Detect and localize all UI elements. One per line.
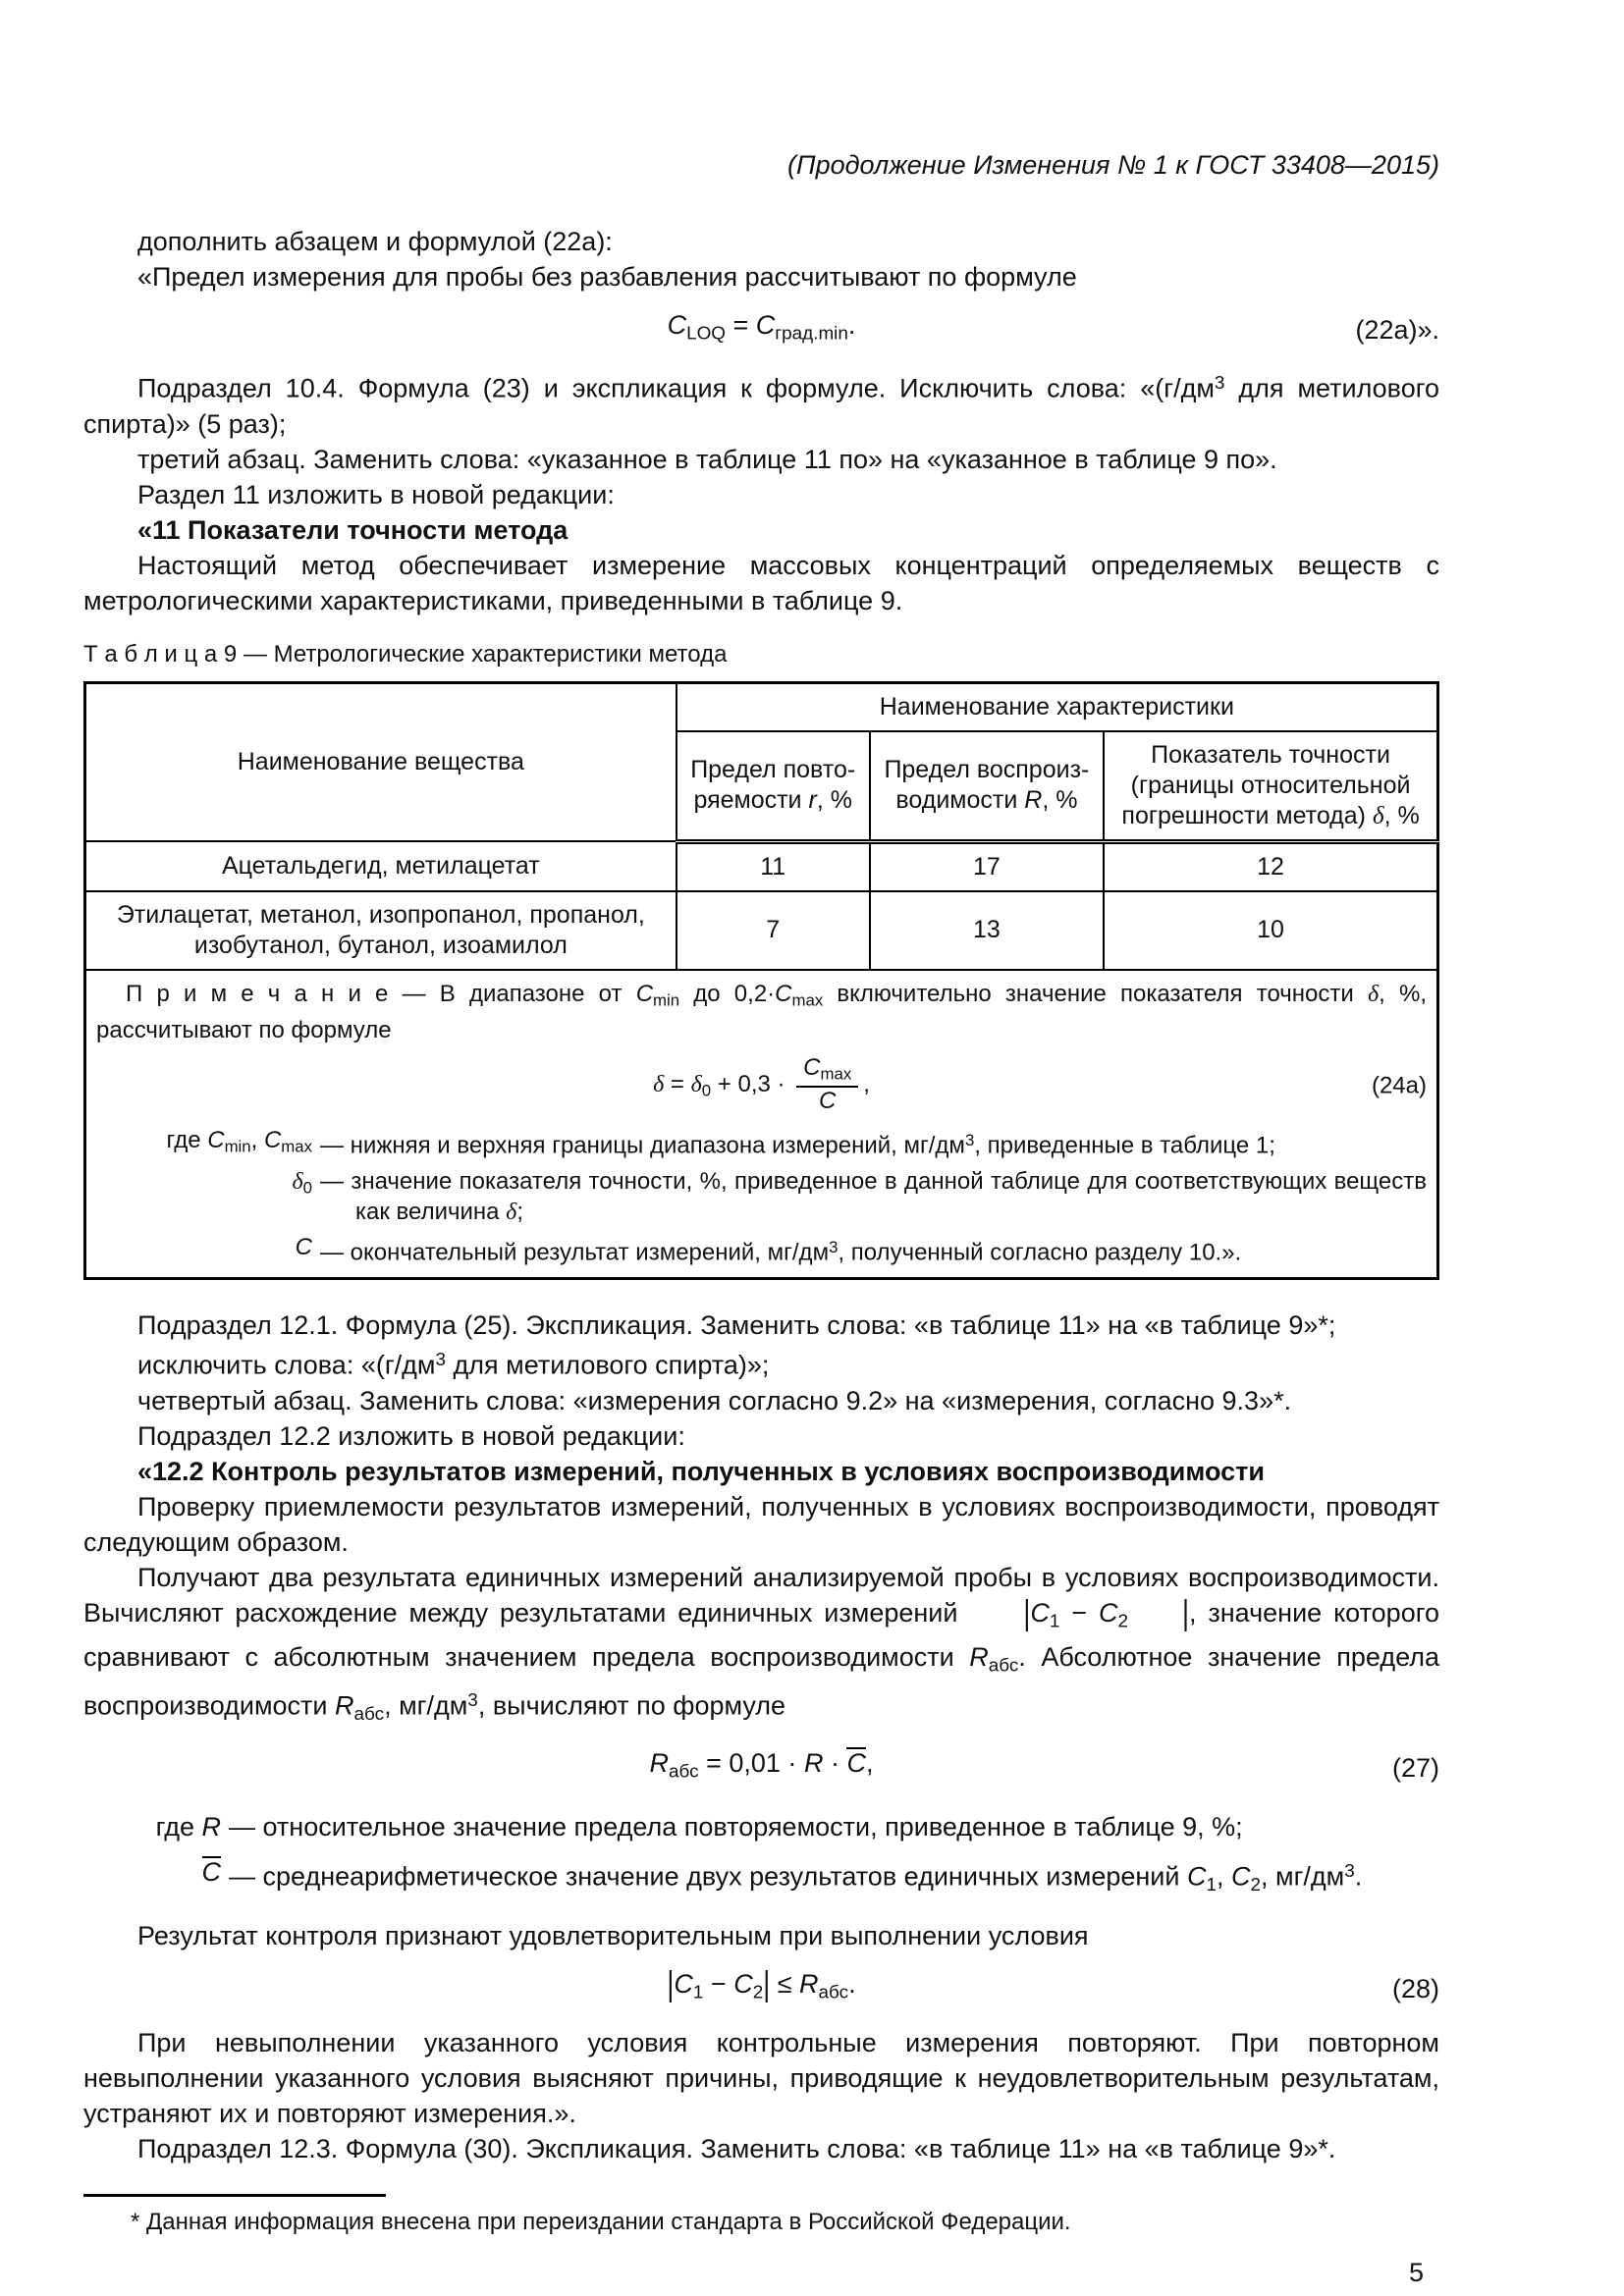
explication-desc — [320, 1123, 1427, 1164]
text-run: δ — [506, 1199, 517, 1225]
superscript: 3 — [829, 1237, 839, 1256]
text-run: = — [725, 310, 756, 340]
text-run: — относительное значение предела повторяемости, приведенное в таблице 9, %; — [229, 1812, 1243, 1842]
subscript: абс — [353, 1703, 385, 1725]
paragraph-p3 — [83, 366, 1439, 442]
explication-term — [96, 1230, 320, 1270]
text-run: C — [667, 310, 687, 340]
paragraph-p16 — [83, 2025, 1439, 2131]
text-run: , % — [1383, 801, 1420, 829]
superscript: 3 — [1344, 1861, 1355, 1883]
text-run: δ — [690, 1072, 702, 1098]
paragraph-p1 — [83, 224, 1439, 259]
text-run: Получают два результата единичных измерений анализируемой пробы в условиях воспроизводимости. Вычисляют расхождение между результатами единичных измерений — [83, 1562, 1439, 1628]
text-run: − — [703, 1969, 734, 2000]
table-note-text — [96, 979, 1427, 1046]
paragraph-p15 — [83, 1918, 1439, 1953]
text-run: | — [1023, 1593, 1031, 1632]
cell-substance: Ацетальдегид, метилацетат — [85, 841, 677, 891]
text-run: четвертый абзац. Заменить слова: «измерения согласно 9.2» на «измерения, согласно 9.3»*. — [137, 1385, 1292, 1415]
header-col-repeatability — [677, 731, 870, 842]
text-run: ; — [516, 1198, 523, 1225]
text-run: , вычисляют по формуле — [477, 1690, 786, 1721]
paragraph-p8 — [83, 1308, 1439, 1343]
text-run: «11 Показатели точности метода — [137, 514, 568, 545]
text-run: Результат контроля признают удовлетворительным при выполнении условия — [137, 1921, 1089, 1951]
text-run: Проверку приемлемости результатов измерений, полученных в условиях воспроизводимости, проводят следующим образом. — [83, 1491, 1439, 1557]
text-run: , % — [1042, 786, 1078, 815]
subscript: 1 — [1206, 1875, 1217, 1896]
superscript: 3 — [1214, 373, 1225, 395]
table-caption: Т а б л и ц а 9 — Метрологические характеристики метода — [83, 640, 728, 667]
text-run: , %, рассчитывают по формуле — [96, 980, 1428, 1044]
text-run: R — [201, 1812, 221, 1842]
text-run: «Предел измерения для пробы без разбавления рассчитывают по формуле — [137, 262, 1077, 292]
formula-number: (27) — [1391, 1752, 1439, 1783]
text-run: , — [863, 1071, 870, 1098]
subscript: min — [653, 990, 680, 1010]
cell-delta-value: 12 — [1104, 841, 1437, 891]
formula-explication — [83, 1804, 1439, 1908]
text-run: , мг/дм — [384, 1690, 468, 1721]
subscript: абс — [818, 1982, 849, 2003]
subscript: LOQ — [686, 323, 726, 345]
explication-desc — [229, 1804, 1439, 1849]
cell-delta-value: 10 — [1104, 891, 1437, 970]
text-run: где — [155, 1812, 202, 1842]
subscript: град.min — [775, 323, 848, 345]
text-run: C — [1186, 1861, 1207, 1892]
text-run: C — [207, 1126, 225, 1153]
text-run: C — [635, 980, 654, 1007]
section-heading-11 — [83, 512, 1439, 548]
formula-28 — [83, 1966, 1439, 2010]
subscript: max — [820, 1065, 852, 1085]
paragraph-p11 — [83, 1418, 1439, 1454]
text-run: | — [763, 1964, 771, 2003]
section-heading-12-2 — [83, 1454, 1439, 1489]
superscript: 3 — [435, 1350, 447, 1371]
paragraph-p13 — [83, 1489, 1439, 1560]
table-row — [85, 891, 1438, 970]
explication-desc — [320, 1230, 1427, 1270]
explication-term — [96, 1164, 320, 1230]
text-run: δ — [653, 1072, 665, 1098]
text-run: δ — [292, 1168, 303, 1195]
text-run: R — [969, 1641, 989, 1672]
cell-R-value: 17 — [870, 841, 1104, 891]
text-run: — значение показателя точности, %, приведенное в данной таблице для соответствующих веществ как величина — [320, 1167, 1427, 1225]
text-run: δ — [1367, 981, 1380, 1007]
text-run: «12.2 Контроль результатов измерений, полученных в условиях воспроизводимости — [137, 1456, 1265, 1486]
formula-expression — [667, 310, 856, 345]
text-run: = 0,01 · — [698, 1747, 804, 1778]
text-run: включительно значение показателя точности — [823, 980, 1368, 1007]
metrology-table — [83, 681, 1439, 1280]
subscript: 2 — [1117, 1610, 1128, 1631]
paragraph-p2 — [83, 259, 1439, 294]
spacer — [83, 1280, 1439, 1308]
table-note-row — [85, 970, 1438, 1279]
text-run: R — [803, 1747, 824, 1778]
cell-substance: Этилацетат, метанол, изопропанол, пропанол, изобутанол, бутанол, изоамилол — [85, 891, 677, 970]
subscript: абс — [988, 1655, 1019, 1677]
text-run: Предел воспроиз-водимости — [884, 756, 1090, 815]
explication-desc — [229, 1849, 1439, 1908]
formula-lead — [653, 1071, 792, 1100]
formula-number: (28) — [1391, 1973, 1439, 2003]
text-run: до 0,2· — [679, 980, 776, 1007]
text-run: R — [335, 1690, 354, 1721]
text-run: + 0,3 · — [711, 1071, 792, 1098]
fraction — [796, 1055, 858, 1114]
subscript: 0 — [302, 1178, 312, 1198]
explication-term — [83, 1849, 229, 1908]
footnote-rule — [83, 2194, 386, 2197]
text-run: C — [201, 1857, 221, 1888]
text-run: . — [1354, 1861, 1363, 1892]
subscript: абс — [669, 1761, 699, 1783]
formula-24a — [96, 1055, 1427, 1114]
subscript: 1 — [1049, 1610, 1060, 1631]
text-run: R — [649, 1747, 670, 1778]
text-run: , значение которого сравнивают с абсолютным значением предела воспроизводимости — [83, 1597, 1439, 1672]
text-run: исключить слова: «(г/дм — [137, 1350, 436, 1380]
subscript: 2 — [1250, 1875, 1262, 1896]
text-run: = — [664, 1071, 691, 1098]
table-row — [85, 841, 1438, 891]
text-run: C — [1098, 1597, 1118, 1628]
text-run: Подраздел 12.3. Формула (30). Экспликация. Заменить слова: «в таблице 11» на «в таблице 9»*. — [137, 2134, 1336, 2164]
text-run: · — [823, 1747, 847, 1778]
text-run: дополнить абзацем и формулой (22а): — [137, 227, 613, 256]
text-run: ≤ — [770, 1969, 800, 2000]
table-header-group-row — [85, 682, 1438, 731]
text-run: Подраздел 10.4. Формула (23) и экспликация к формуле. Исключить слова: «(г/дм — [137, 373, 1215, 403]
subscript: min — [224, 1137, 251, 1156]
text-run: C — [674, 1969, 693, 2000]
text-run: для метилового спирта)»; — [446, 1350, 770, 1380]
formula-explication — [96, 1123, 1427, 1269]
formula-number: (24а) — [1371, 1072, 1427, 1099]
text-run: C — [775, 980, 792, 1007]
cell-r-value: 7 — [677, 891, 870, 970]
text-run: для метилового спирта)» (5 раз); — [83, 373, 1439, 439]
formula-tail — [863, 1071, 870, 1097]
explication-term — [96, 1123, 320, 1164]
formula-22a — [83, 307, 1439, 351]
footnote-text: * Данная информация внесена при переиздании стандарта в Российской Федерации. — [131, 2209, 1071, 2236]
text-run: | — [667, 1964, 675, 2003]
formula-number: (22а)». — [1355, 314, 1439, 345]
text-run: C — [1030, 1597, 1050, 1628]
formula-expression — [667, 1964, 856, 2003]
text-run: , приведенные в таблице 1; — [974, 1132, 1275, 1159]
paragraph-p17 — [83, 2131, 1439, 2166]
paragraph-p5 — [83, 477, 1439, 512]
header-substance: Наименование вещества — [85, 682, 677, 841]
paragraph-p7 — [83, 548, 1439, 618]
text-run: Предел повто-ряемости — [690, 756, 856, 815]
paragraph-p4 — [83, 442, 1439, 477]
text-run: C — [803, 1054, 821, 1082]
text-run: , — [1216, 1861, 1231, 1892]
formula-expression — [653, 1054, 870, 1114]
text-run: C — [755, 310, 776, 340]
text-run: Настоящий метод обеспечивает измерение массовых концентраций определяемых веществ с метрологическими характеристиками, приведенными в таблице 9. — [83, 550, 1439, 615]
paragraph-p9 — [83, 1343, 1439, 1383]
fraction-denominator — [819, 1088, 836, 1115]
text-run: C — [846, 1747, 866, 1778]
superscript: 3 — [964, 1130, 975, 1149]
explication-desc — [320, 1164, 1427, 1230]
text-run: C — [819, 1088, 837, 1114]
page-number: 5 — [1408, 2258, 1424, 2288]
text-run: Подраздел 12.2 изложить в новой редакции: — [137, 1420, 685, 1451]
text-run: . — [848, 1969, 856, 2000]
text-run: — окончательный результат измерений, мг/дм — [320, 1239, 830, 1266]
continuation-header: (Продолжение Изменения № 1 к ГОСТ 33408—2015) — [787, 150, 1439, 180]
text-run: , — [250, 1126, 264, 1153]
subscript: 1 — [692, 1982, 704, 2003]
text-run: − — [1059, 1597, 1099, 1628]
table-note-cell — [85, 970, 1438, 1279]
superscript: 3 — [467, 1690, 478, 1712]
text-run: C — [1231, 1861, 1251, 1892]
text-run: R — [799, 1969, 819, 2000]
text-run: δ — [1372, 802, 1384, 829]
text-run: Подраздел 12.1. Формула (25). Экспликация. Заменить слова: «в таблице 11» на «в таблице 9»*; — [137, 1310, 1336, 1341]
formula-27 — [83, 1745, 1439, 1789]
text-run: При невыполнении указанного условия контрольные измерения повторяют. При повторном невыполнении указанного условия выясняют причины, приводящие к неудовлетворительным результатам, устраняют их и повторяют измерения.». — [83, 2028, 1439, 2129]
text-run: , мг/дм — [1261, 1861, 1345, 1892]
cell-R-value: 13 — [870, 891, 1104, 970]
text-run: . Абсолютное значение предела воспроизводимости — [83, 1641, 1439, 1721]
explication-term — [83, 1804, 229, 1849]
header-characteristic-group: Наименование характеристики — [677, 682, 1438, 731]
subscript: max — [281, 1137, 312, 1156]
cell-r-value: 11 — [677, 841, 870, 891]
text-run: третий абзац. Заменить слова: «указанное в таблице 11 по» на «указанное в таблице 9 по». — [137, 444, 1277, 474]
formula-expression — [649, 1747, 874, 1783]
text-run: . — [847, 310, 856, 340]
text-run: — среднеарифметическое значение двух результатов единичных измерений — [229, 1861, 1187, 1892]
text-run: r — [808, 786, 817, 815]
text-run: R — [1024, 786, 1043, 815]
header-col-reproducibility — [870, 731, 1104, 842]
subscript: max — [791, 990, 824, 1010]
header-col-accuracy — [1104, 731, 1437, 842]
text-run: — нижняя и верхняя границы диапазона измерений, мг/дм — [320, 1132, 965, 1159]
subscript: 2 — [752, 1982, 764, 2003]
text-run: Раздел 11 изложить в новой редакции: — [137, 479, 615, 509]
fraction-numerator — [796, 1055, 858, 1088]
text-run: , — [865, 1747, 874, 1778]
text-run: , % — [816, 786, 852, 815]
text-run: где — [166, 1126, 208, 1153]
paragraph-p14 — [83, 1560, 1439, 1733]
text-run: C — [733, 1969, 753, 2000]
paragraph-p10 — [83, 1383, 1439, 1418]
text-run: , полученный согласно разделу 10.». — [838, 1239, 1242, 1266]
subscript: 0 — [701, 1081, 712, 1100]
text-run: C — [263, 1126, 282, 1153]
text-run: П р и м е ч а н и е — В диапазоне от — [126, 980, 636, 1007]
text-run: | — [1181, 1593, 1189, 1632]
text-run: Показатель точности (границы относительной погрешности метода) — [1121, 740, 1411, 829]
text-run: C — [295, 1233, 312, 1260]
